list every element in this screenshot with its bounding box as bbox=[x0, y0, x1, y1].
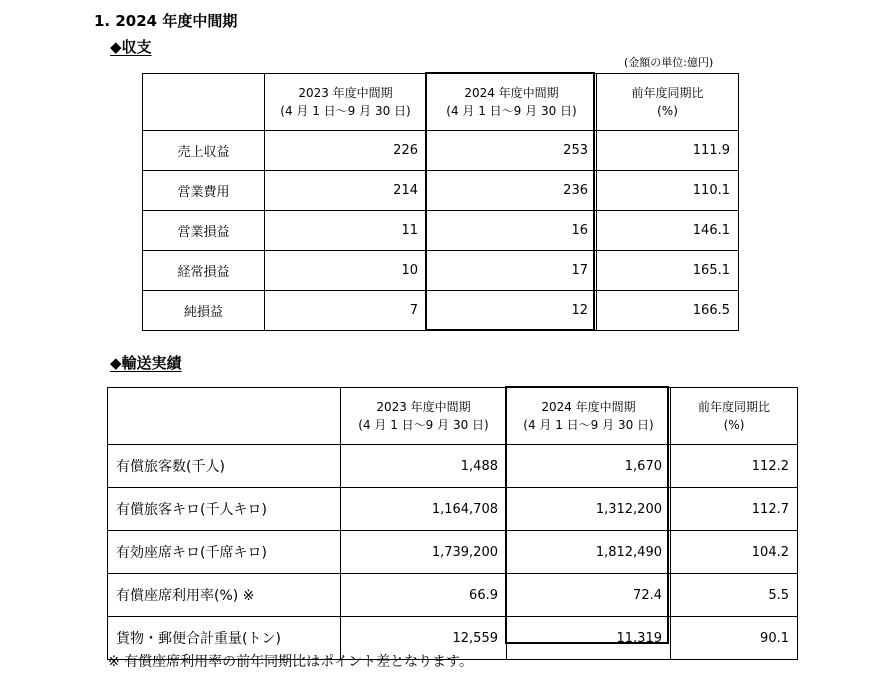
table-row bbox=[143, 211, 739, 251]
col-header-2024 bbox=[427, 74, 597, 131]
table-row bbox=[108, 445, 798, 488]
col-header-title: 2023 年度中間期 bbox=[298, 86, 393, 100]
income-heading: ◆収支 bbox=[110, 38, 152, 56]
transport-table bbox=[107, 387, 798, 660]
value-2024: 253 bbox=[427, 131, 597, 171]
value-ratio: 104.2 bbox=[671, 531, 798, 574]
value-ratio: 165.1 bbox=[597, 251, 739, 291]
row-label: 貨物・郵便合計重量(トン) bbox=[108, 617, 341, 660]
unit-note: (金額の単位:億円) bbox=[624, 56, 714, 69]
col-header-title: 2023 年度中間期 bbox=[376, 400, 471, 414]
table-row bbox=[108, 531, 798, 574]
col-header-period: (4 月 1 日～9 月 30 日) bbox=[358, 418, 489, 432]
value-2023: 214 bbox=[265, 171, 427, 211]
value-2024: 17 bbox=[427, 251, 597, 291]
col-header-title: 2024 年度中間期 bbox=[541, 400, 636, 414]
value-2024: 11,319 bbox=[507, 617, 671, 660]
value-2023: 11 bbox=[265, 211, 427, 251]
table-row bbox=[143, 171, 739, 211]
value-2023: 226 bbox=[265, 131, 427, 171]
value-2023: 12,559 bbox=[341, 617, 507, 660]
col-header-2023 bbox=[265, 74, 427, 131]
header-corner bbox=[108, 388, 341, 445]
header-corner bbox=[143, 74, 265, 131]
income-table bbox=[142, 73, 739, 331]
value-ratio: 166.5 bbox=[597, 291, 739, 331]
row-label: 営業損益 bbox=[143, 211, 265, 251]
value-ratio: 111.9 bbox=[597, 131, 739, 171]
table-row bbox=[143, 251, 739, 291]
row-label: 純損益 bbox=[143, 291, 265, 331]
row-label: 経常損益 bbox=[143, 251, 265, 291]
value-ratio: 110.1 bbox=[597, 171, 739, 211]
value-ratio: 5.5 bbox=[671, 574, 798, 617]
value-2024: 72.4 bbox=[507, 574, 671, 617]
row-label: 有償座席利用率(%) ※ bbox=[108, 574, 341, 617]
footnote: ※ 有償座席利用率の前年同期比はポイント差となります。 bbox=[108, 654, 474, 670]
row-label: 有償旅客キロ(千人キロ) bbox=[108, 488, 341, 531]
value-ratio: 112.2 bbox=[671, 445, 798, 488]
col-header-ratio bbox=[671, 388, 798, 445]
col-header-title: 2024 年度中間期 bbox=[464, 86, 559, 100]
table-row bbox=[108, 574, 798, 617]
col-header-title: 前年度同期比 bbox=[697, 400, 770, 414]
col-header-period: (4 月 1 日～9 月 30 日) bbox=[446, 104, 577, 118]
value-2024: 12 bbox=[427, 291, 597, 331]
value-2023: 66.9 bbox=[341, 574, 507, 617]
row-label: 売上収益 bbox=[143, 131, 265, 171]
value-ratio: 146.1 bbox=[597, 211, 739, 251]
section-title: 1. 2024 年度中間期 bbox=[94, 12, 238, 30]
table-header-row bbox=[108, 388, 798, 445]
col-header-unit: (%) bbox=[657, 104, 678, 118]
table-header-row bbox=[143, 74, 739, 131]
row-label: 有効座席キロ(千席キロ) bbox=[108, 531, 341, 574]
col-header-2023 bbox=[341, 388, 507, 445]
value-2024: 1,812,490 bbox=[507, 531, 671, 574]
value-2024: 1,670 bbox=[507, 445, 671, 488]
col-header-period: (4 月 1 日～9 月 30 日) bbox=[280, 104, 411, 118]
value-2024: 16 bbox=[427, 211, 597, 251]
value-2023: 1,488 bbox=[341, 445, 507, 488]
transport-heading: ◆輸送実績 bbox=[110, 354, 182, 372]
value-ratio: 112.7 bbox=[671, 488, 798, 531]
value-2023: 1,164,708 bbox=[341, 488, 507, 531]
value-2024: 1,312,200 bbox=[507, 488, 671, 531]
col-header-unit: (%) bbox=[723, 418, 745, 432]
table-row bbox=[108, 488, 798, 531]
value-2023: 1,739,200 bbox=[341, 531, 507, 574]
col-header-2024 bbox=[507, 388, 671, 445]
col-header-period: (4 月 1 日～9 月 30 日) bbox=[523, 418, 654, 432]
table-row bbox=[143, 131, 739, 171]
row-label: 営業費用 bbox=[143, 171, 265, 211]
value-ratio: 90.1 bbox=[671, 617, 798, 660]
value-2023: 7 bbox=[265, 291, 427, 331]
row-label: 有償旅客数(千人) bbox=[108, 445, 341, 488]
value-2024: 236 bbox=[427, 171, 597, 211]
table-row bbox=[143, 291, 739, 331]
value-2023: 10 bbox=[265, 251, 427, 291]
col-header-ratio bbox=[597, 74, 739, 131]
col-header-title: 前年度同期比 bbox=[631, 86, 704, 100]
